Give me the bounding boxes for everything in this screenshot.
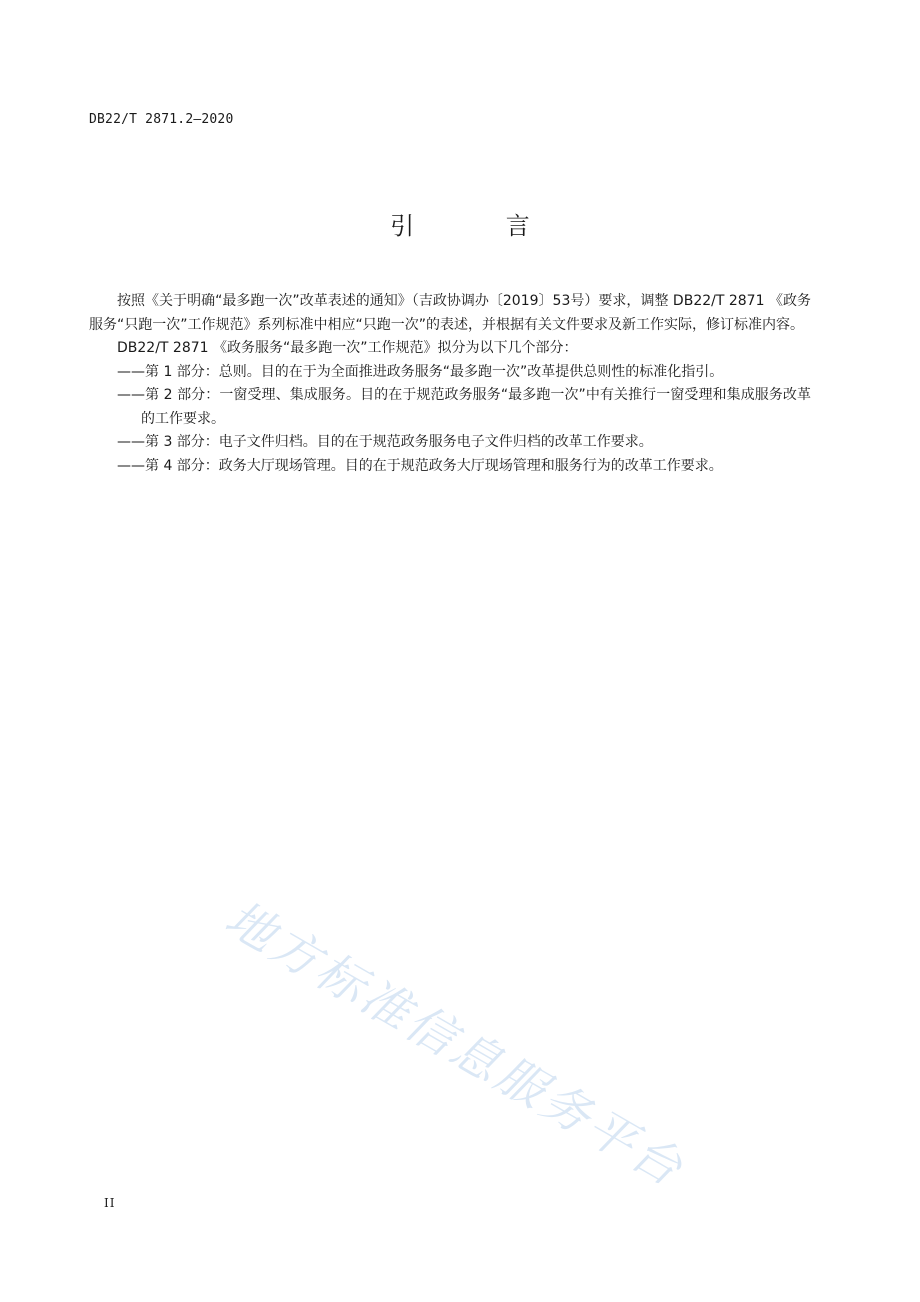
parts-intro-paragraph: DB22/T 2871 《政务服务“最多跑一次”工作规范》拟分为以下几个部分：: [117, 340, 578, 356]
part-1-item: ——第 1 部分：总则。目的在于为全面推进政务服务“最多跑一次”改革提供总则性的标准化指引。: [117, 363, 724, 380]
page-title: 引 言: [390, 212, 572, 240]
part-2-item: ——第 2 部分：一窗受理、集成服务。目的在于规范政务服务“最多跑一次”中有关推行一窗受理和集成服务改革的工作要求。: [117, 387, 811, 427]
page-number: II: [104, 1196, 116, 1210]
watermark: 地方标准信息服务平台: [215, 890, 695, 1199]
part-4-item: ——第 4 部分：政务大厅现场管理。目的在于规范政务大厅现场管理和服务行为的改革工作要求。: [117, 457, 723, 474]
intro-paragraph: 按照《关于明确“最多跑一次”改革表述的通知》（吉政协调办〔2019〕53号）要求，调整 DB22/T 2871 《政务服务“只跑一次”工作规范》系列标准中相应“只跑一次”的表述，并根据有关文件要求及新工作实际，修订标准内容。: [89, 293, 811, 333]
document-body: [89, 290, 811, 478]
standard-code: DB22/T 2871.2—2020: [89, 112, 234, 127]
part-3-item: ——第 3 部分：电子文件归档。目的在于规范政务服务电子文件归档的改革工作要求。: [117, 434, 653, 450]
